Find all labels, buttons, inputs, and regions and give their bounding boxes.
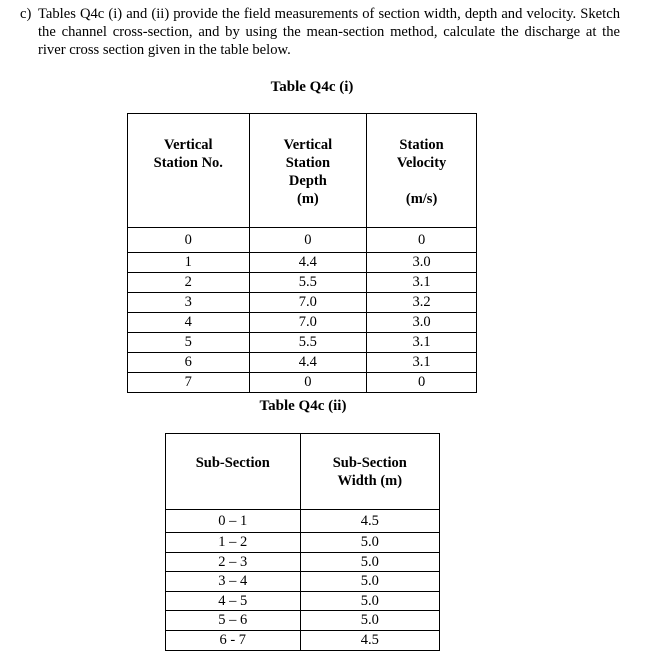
table1-header-vertical-station-no: Vertical Station No. [128,114,250,228]
table2-caption: Table Q4c (ii) [259,398,347,414]
table-row [128,228,477,253]
table-row [166,591,440,611]
table2-header-sub-section: Sub-Section [166,434,301,510]
table-q4c-i [127,113,477,393]
velocity-cell: 3.0 [367,253,477,273]
depth-cell: 7.0 [249,313,367,333]
sub-section-cell: 1 – 2 [166,533,301,553]
velocity-cell: 3.0 [367,313,477,333]
sub-section-cell: 5 – 6 [166,611,301,631]
table2-header-row [166,434,440,510]
depth-cell: 0 [249,373,367,393]
question-label: c) [20,6,32,22]
station-no-cell: 4 [128,313,250,333]
table-row [166,630,440,650]
table-row [128,293,477,313]
sub-section-cell: 4 – 5 [166,591,301,611]
velocity-cell: 3.1 [367,353,477,373]
depth-cell: 4.4 [249,253,367,273]
width-cell: 5.0 [300,552,439,572]
table-row [166,510,440,533]
table1-header-station-velocity: Station Velocity (m/s) [367,114,477,228]
station-no-cell: 2 [128,273,250,293]
velocity-cell: 3.2 [367,293,477,313]
velocity-cell: 0 [367,228,477,253]
station-no-cell: 3 [128,293,250,313]
table-row [128,273,477,293]
sub-section-cell: 3 – 4 [166,572,301,592]
table-row [128,353,477,373]
depth-cell: 7.0 [249,293,367,313]
station-no-cell: 6 [128,353,250,373]
table-row [166,611,440,631]
table-row [128,373,477,393]
velocity-cell: 3.1 [367,333,477,353]
table-row [166,533,440,553]
question-paragraph [20,5,620,59]
question-text: Tables Q4c (i) and (ii) provide the field measurements of section width, depth and velocity. Sketch the channel cross-section, and by using the mean-section method, calculate the discharge at the river cross section given in the table below. [38,6,620,58]
sub-section-cell: 6 - 7 [166,630,301,650]
table-row [128,253,477,273]
width-cell: 5.0 [300,533,439,553]
depth-cell: 4.4 [249,353,367,373]
table-row [128,313,477,333]
sub-section-cell: 2 – 3 [166,552,301,572]
table-row [166,572,440,592]
width-cell: 4.5 [300,630,439,650]
station-no-cell: 0 [128,228,250,253]
velocity-cell: 3.1 [367,273,477,293]
velocity-cell: 0 [367,373,477,393]
depth-cell: 5.5 [249,273,367,293]
depth-cell: 5.5 [249,333,367,353]
width-cell: 5.0 [300,572,439,592]
width-cell: 4.5 [300,510,439,533]
table1-header-vertical-station-depth: Vertical Station Depth (m) [249,114,367,228]
sub-section-cell: 0 – 1 [166,510,301,533]
depth-cell: 0 [249,228,367,253]
station-no-cell: 1 [128,253,250,273]
table-row [166,552,440,572]
table-q4c-ii [165,433,440,651]
width-cell: 5.0 [300,611,439,631]
station-no-cell: 5 [128,333,250,353]
table-row [128,333,477,353]
table2-header-sub-section-width: Sub-Section Width (m) [300,434,439,510]
table1-caption: Table Q4c (i) [270,79,354,95]
width-cell: 5.0 [300,591,439,611]
table1-header-row [128,114,477,228]
station-no-cell: 7 [128,373,250,393]
